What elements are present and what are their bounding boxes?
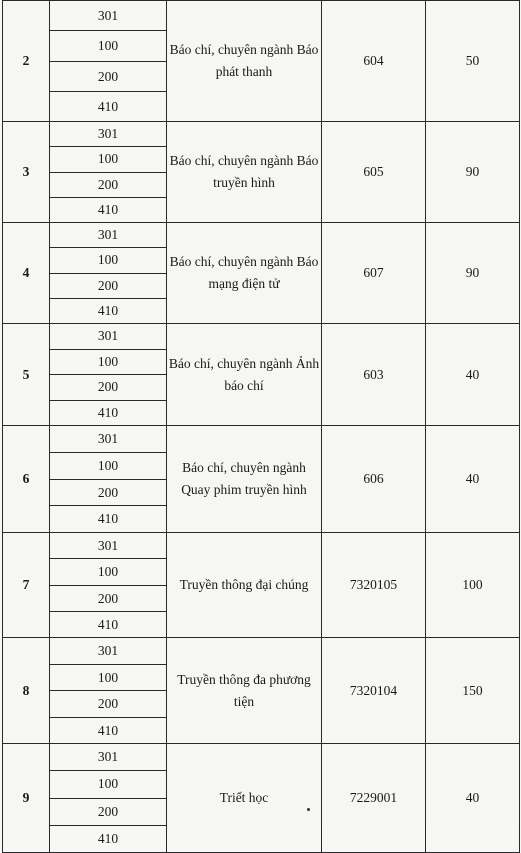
table-row xyxy=(3,324,520,350)
major-code: 606 xyxy=(322,426,426,533)
row-number: 9 xyxy=(3,744,50,853)
row-number: 2 xyxy=(3,1,50,122)
subject-group-code: 100 xyxy=(50,147,167,172)
row-number: 8 xyxy=(3,638,50,744)
subject-group-code: 200 xyxy=(50,61,167,91)
subject-group-code: 100 xyxy=(50,664,167,691)
major-name xyxy=(167,744,322,853)
major-name xyxy=(167,1,322,122)
major-name-text: Báo chí, chuyên ngành Quay phim truyền hình xyxy=(181,460,307,497)
subject-group-code: 301 xyxy=(50,223,167,248)
subject-group-code: 301 xyxy=(50,533,167,559)
subject-group-code: 410 xyxy=(50,717,167,744)
subject-group-code: 200 xyxy=(50,585,167,611)
subject-group-code: 301 xyxy=(50,324,167,350)
subject-group-code: 410 xyxy=(50,197,167,222)
major-name xyxy=(167,223,322,324)
subject-group-code: 200 xyxy=(50,798,167,825)
admissions-table xyxy=(2,0,520,853)
major-name-text: Triết học xyxy=(219,790,269,805)
row-number: 6 xyxy=(3,426,50,533)
table-row xyxy=(3,533,520,559)
quota: 40 xyxy=(426,426,520,533)
quota: 90 xyxy=(426,223,520,324)
major-code: 7320104 xyxy=(322,638,426,744)
major-code: 7320105 xyxy=(322,533,426,638)
quota: 150 xyxy=(426,638,520,744)
major-code: 605 xyxy=(322,122,426,223)
major-code: 7229001 xyxy=(322,744,426,853)
subject-group-code: 100 xyxy=(50,31,167,61)
subject-group-code: 301 xyxy=(50,426,167,453)
major-code: 607 xyxy=(322,223,426,324)
quota: 100 xyxy=(426,533,520,638)
subject-group-code: 301 xyxy=(50,122,167,147)
subject-group-code: 200 xyxy=(50,479,167,506)
subject-group-code: 410 xyxy=(50,298,167,323)
quota: 40 xyxy=(426,744,520,853)
subject-group-code: 301 xyxy=(50,1,167,31)
subject-group-code: 100 xyxy=(50,248,167,273)
subject-group-code: 301 xyxy=(50,638,167,665)
major-code: 603 xyxy=(322,324,426,426)
table-body xyxy=(3,1,520,853)
subject-group-code: 100 xyxy=(50,349,167,375)
row-number: 5 xyxy=(3,324,50,426)
subject-group-code: 100 xyxy=(50,559,167,585)
table-row xyxy=(3,223,520,248)
quota: 90 xyxy=(426,122,520,223)
major-name-text: Báo chí, chuyên ngành Báo truyền hình xyxy=(169,153,319,190)
subject-group-code: 200 xyxy=(50,691,167,718)
major-name xyxy=(167,638,322,744)
subject-group-code: 200 xyxy=(50,273,167,298)
scan-dot xyxy=(307,808,310,811)
subject-group-code: 100 xyxy=(50,771,167,798)
major-code: 604 xyxy=(322,1,426,122)
subject-group-code: 200 xyxy=(50,172,167,197)
table-row xyxy=(3,122,520,147)
subject-group-code: 410 xyxy=(50,825,167,852)
table-row xyxy=(3,744,520,771)
major-name xyxy=(167,324,322,426)
major-name-text: Báo chí, chuyên ngành Ảnh báo chí xyxy=(168,355,320,393)
row-number: 3 xyxy=(3,122,50,223)
table-row xyxy=(3,1,520,31)
row-number: 4 xyxy=(3,223,50,324)
major-name-text: Báo chí, chuyên ngành Báo mạng điện tử xyxy=(169,254,319,291)
major-name-text: Báo chí, chuyên ngành Báo phát thanh xyxy=(169,42,319,79)
major-name xyxy=(167,533,322,638)
subject-group-code: 410 xyxy=(50,611,167,637)
subject-group-code: 100 xyxy=(50,452,167,479)
subject-group-code: 410 xyxy=(50,400,167,426)
quota: 50 xyxy=(426,1,520,122)
row-number: 7 xyxy=(3,533,50,638)
major-name-text: Truyền thông đại chúng xyxy=(179,577,309,592)
subject-group-code: 410 xyxy=(50,91,167,121)
table-row xyxy=(3,638,520,665)
major-name xyxy=(167,426,322,533)
subject-group-code: 301 xyxy=(50,744,167,771)
table-row xyxy=(3,426,520,453)
major-name xyxy=(167,122,322,223)
subject-group-code: 200 xyxy=(50,375,167,401)
major-name-text: Truyền thông đa phương tiện xyxy=(177,671,311,709)
quota: 40 xyxy=(426,324,520,426)
subject-group-code: 410 xyxy=(50,506,167,533)
